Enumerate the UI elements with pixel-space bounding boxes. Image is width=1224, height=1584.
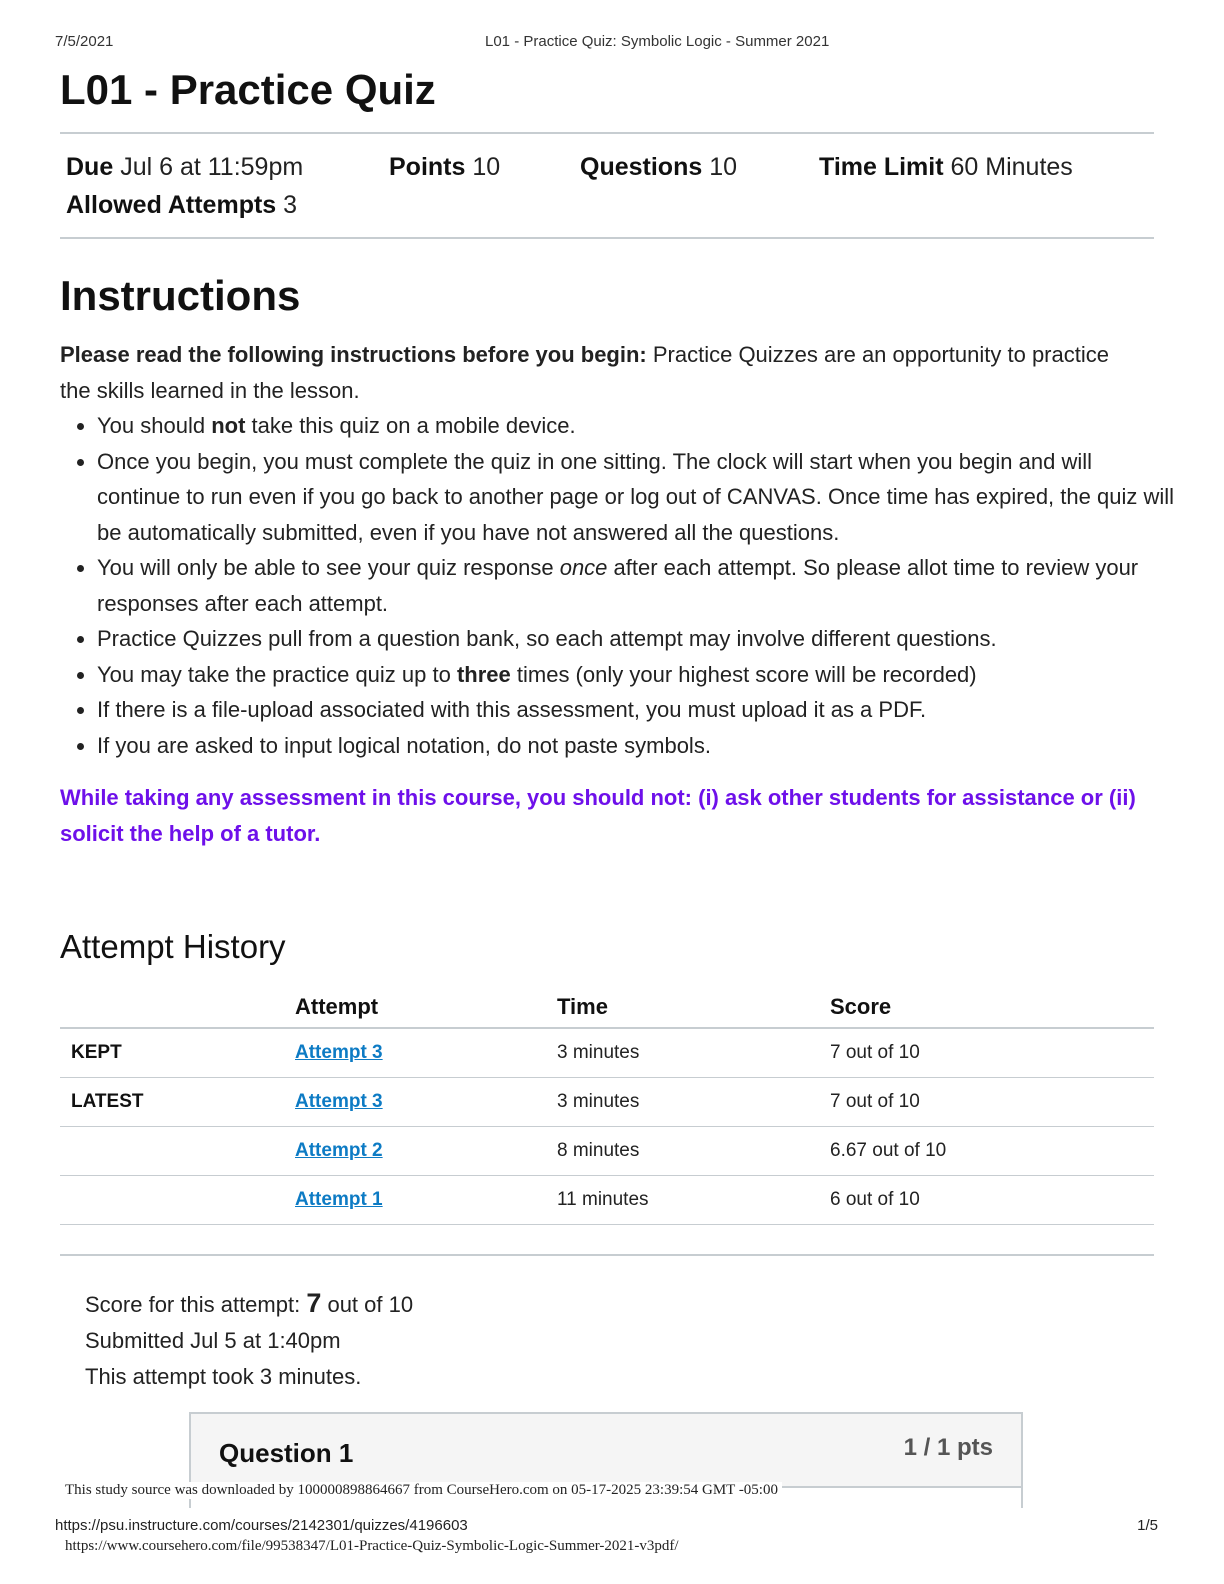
table-row <box>60 1176 1154 1225</box>
attempt-summary <box>85 1285 413 1395</box>
due-value: Jul 6 at 11:59pm <box>120 153 304 181</box>
questions-label: Questions <box>580 153 703 181</box>
list-item <box>97 408 1177 444</box>
print-header <box>55 33 1158 53</box>
item-text: take this quiz on a mobile device. <box>245 413 576 438</box>
attempt-duration: This attempt took 3 minutes. <box>85 1364 362 1389</box>
list-item <box>97 728 1177 764</box>
list-item <box>97 444 1177 551</box>
item-bold: not <box>211 413 246 438</box>
table-row <box>60 1127 1154 1176</box>
list-item <box>97 692 1177 728</box>
column-header-score: Score <box>830 987 1154 1028</box>
attempt-link[interactable]: Attempt 3 <box>295 1091 383 1112</box>
attempt-link[interactable]: Attempt 1 <box>295 1189 383 1210</box>
attempt-score: 7 out of 10 <box>830 1078 1154 1127</box>
print-page-number: 1/5 <box>1137 1517 1158 1534</box>
item-text: You will only be able to see your quiz response <box>97 555 560 580</box>
column-header <box>60 987 295 1028</box>
attempt-score: 6 out of 10 <box>830 1176 1154 1225</box>
allowed-attempts <box>66 191 297 220</box>
questions-count <box>580 153 737 182</box>
points <box>389 153 500 182</box>
score-prefix: Score for this attempt: <box>85 1292 307 1317</box>
row-label: KEPT <box>60 1028 295 1078</box>
intro-text: Practice Quizzes are an opportunity to practice the skills learned in the lesson. <box>60 342 1109 403</box>
divider <box>60 237 1154 239</box>
divider <box>60 1254 1154 1256</box>
attempt-time: 11 minutes <box>557 1176 830 1225</box>
table-row <box>60 1028 1154 1078</box>
submitted-time: Submitted Jul 5 at 1:40pm <box>85 1328 341 1353</box>
row-label <box>60 1127 295 1176</box>
attempt-score: 7 out of 10 <box>830 1028 1154 1078</box>
item-text: If you are asked to input logical notation, do not paste symbols. <box>97 732 711 758</box>
attempt-time: 3 minutes <box>557 1078 830 1127</box>
item-text: You should <box>97 413 212 438</box>
print-page-title: L01 - Practice Quiz: Symbolic Logic - Summer 2021 <box>485 33 830 50</box>
score-suffix: out of 10 <box>321 1292 414 1317</box>
list-item <box>97 621 1177 657</box>
item-text: If there is a file-upload associated with this assessment, you must upload it as a PDF. <box>97 697 927 722</box>
column-header-attempt: Attempt <box>295 987 557 1028</box>
row-label: LATEST <box>60 1078 295 1127</box>
intro-bold: Please read the following instructions before you begin: <box>60 342 647 367</box>
row-label <box>60 1176 295 1225</box>
table-row <box>60 1078 1154 1127</box>
table-header-row <box>60 987 1154 1028</box>
instructions-intro <box>60 337 1140 408</box>
list-item <box>97 657 1177 693</box>
points-label: Points <box>389 153 466 181</box>
time-limit-label: Time Limit <box>819 153 944 181</box>
score-value: 7 <box>306 1288 322 1318</box>
attempts-value: 3 <box>283 191 298 219</box>
due-date <box>66 153 303 182</box>
question-header <box>191 1414 1021 1488</box>
source-url-watermark: https://www.coursehero.com/file/99538347/L01-Practice-Quiz-Symbolic-Logic-Summer-2021-v3pdf/ <box>65 1538 679 1554</box>
print-date: 7/5/2021 <box>55 33 114 50</box>
item-text: times (only your highest score will be recorded) <box>510 661 977 687</box>
attempt-link[interactable]: Attempt 3 <box>295 1042 383 1063</box>
attempt-history-heading: Attempt History <box>60 928 286 965</box>
points-value: 10 <box>472 153 501 181</box>
column-header-time: Time <box>557 987 830 1028</box>
attempt-time: 3 minutes <box>557 1028 830 1078</box>
quiz-title: L01 - Practice Quiz <box>60 66 436 113</box>
question-points: 1 / 1 pts <box>903 1434 993 1461</box>
instructions-list <box>60 408 1177 763</box>
item-text: after each attempt. So please allot time to review your responses after each attempt. <box>97 555 1139 616</box>
print-footer-url: https://psu.instructure.com/courses/2142301/quizzes/4196603 <box>55 1517 468 1534</box>
item-text: You may take the practice quiz up to <box>97 661 457 687</box>
item-text: Once you begin, you must complete the quiz in one sitting. The clock will start when you begin and will continue to run even if you go back to another page or log out of CANVAS. Once time has expired, the quiz will be automatically submitted, even if you have not answered all the questions. <box>97 448 1174 545</box>
attempt-history-table <box>60 987 1154 1225</box>
divider <box>60 132 1154 134</box>
question-title: Question 1 <box>219 1438 354 1468</box>
download-watermark: This study source was downloaded by 100000898864667 from CourseHero.com on 05-17-2025 23:39:54 GMT -05:00 <box>65 1482 782 1499</box>
attempt-link[interactable]: Attempt 2 <box>295 1140 383 1161</box>
due-label: Due <box>66 153 114 181</box>
item-bold: three <box>456 661 511 687</box>
item-italic: once <box>559 555 608 580</box>
list-item <box>97 550 1177 621</box>
attempt-score: 6.67 out of 10 <box>830 1127 1154 1176</box>
time-limit <box>819 153 1073 182</box>
integrity-warning: While taking any assessment in this course, you should not: (i) ask other students for assistance or (ii) solicit the help of a tutor. <box>60 785 1136 846</box>
questions-value: 10 <box>709 153 738 181</box>
time-limit-value: 60 Minutes <box>950 153 1073 181</box>
attempts-label: Allowed Attempts <box>66 191 277 219</box>
item-text: Practice Quizzes pull from a question bank, so each attempt may involve different questions. <box>97 626 997 651</box>
instructions-heading: Instructions <box>60 272 301 319</box>
attempt-score-line <box>85 1285 413 1323</box>
attempt-time: 8 minutes <box>557 1127 830 1176</box>
